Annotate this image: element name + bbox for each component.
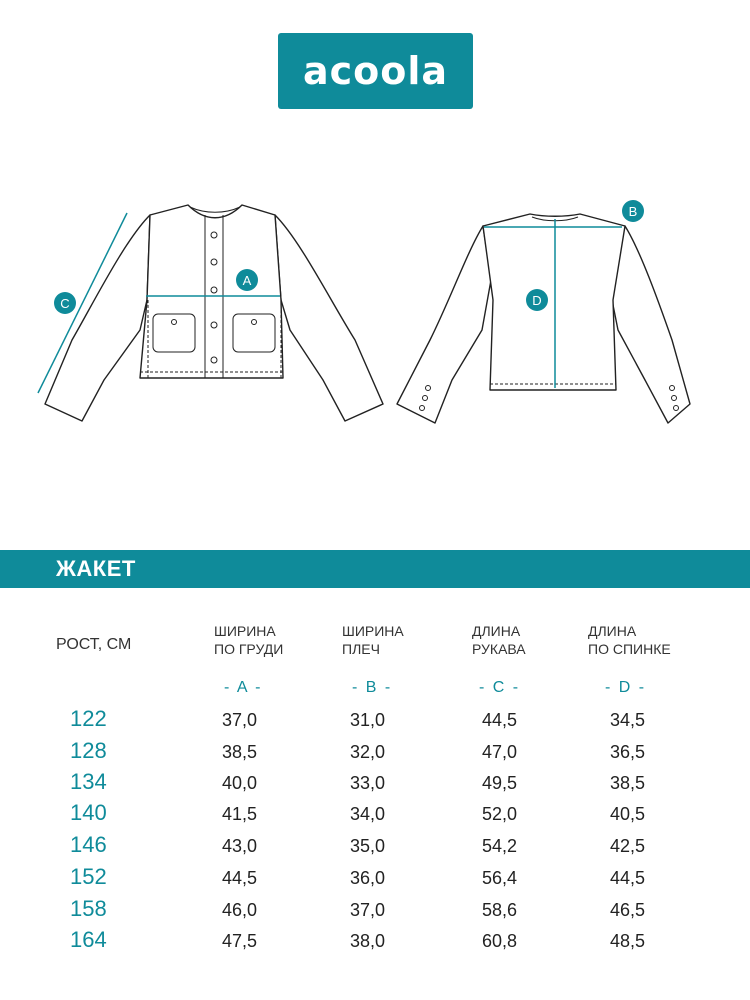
table-cell: 47,5 — [222, 931, 258, 951]
table-cell: 58,6 — [482, 900, 518, 920]
row-size: 164 — [70, 927, 107, 952]
table-cell: 40,0 — [222, 773, 258, 793]
marker-a-label: A — [242, 273, 252, 288]
row-size: 146 — [70, 832, 107, 857]
table-cell: 44,5 — [482, 710, 518, 730]
table-cell: 44,5 — [610, 868, 646, 888]
table-cell: 37,0 — [222, 710, 258, 730]
table-cell: 47,0 — [482, 742, 518, 762]
column-a-line1: ШИРИНА — [214, 623, 276, 639]
table-cell: 38,5 — [222, 742, 258, 762]
brand-logo-text: acoola — [302, 49, 449, 93]
back-body — [483, 214, 625, 390]
title-bar — [0, 550, 750, 588]
column-letter-d: - D - — [605, 679, 647, 696]
column-a-line2: ПО ГРУДИ — [214, 641, 284, 657]
column-b-line2: ПЛЕЧ — [342, 641, 380, 657]
front-left-sleeve — [45, 215, 150, 421]
table-cell: 44,5 — [222, 868, 258, 888]
column-header-a — [214, 622, 283, 658]
table-cell: 36,0 — [350, 868, 386, 888]
size-header: РОСТ, СМ — [56, 636, 132, 653]
table-cell: 43,0 — [222, 836, 258, 856]
row-size: 140 — [70, 800, 107, 825]
table-cell: 41,5 — [222, 804, 258, 824]
column-d-line2: ПО СПИНКЕ — [588, 641, 671, 657]
column-d-line1: ДЛИНА — [588, 623, 637, 639]
table-cell: 38,5 — [610, 773, 646, 793]
jacket-sketch — [0, 190, 750, 440]
table-cell: 46,5 — [610, 900, 646, 920]
table-cell: 49,5 — [482, 773, 518, 793]
marker-d-label: D — [532, 293, 542, 308]
row-size: 122 — [70, 706, 107, 731]
marker-b-label: B — [628, 204, 638, 219]
row-size: 158 — [70, 896, 107, 921]
page-title: ЖАКЕТ — [56, 556, 136, 581]
column-header-d — [588, 622, 671, 658]
table-cell: 54,2 — [482, 836, 518, 856]
front-right-sleeve — [275, 215, 383, 421]
table-cell: 38,0 — [350, 931, 386, 951]
table-cell: 34,0 — [350, 804, 386, 824]
table-cell: 34,5 — [610, 710, 646, 730]
back-left-sleeve — [397, 226, 491, 423]
column-letter-c: - C - — [479, 679, 521, 696]
table-cell: 37,0 — [350, 900, 386, 920]
row-size: 128 — [70, 738, 107, 763]
table-cell: 60,8 — [482, 931, 518, 951]
column-b-line1: ШИРИНА — [342, 623, 404, 639]
table-cell: 48,5 — [610, 931, 646, 951]
table-cell: 35,0 — [350, 836, 386, 856]
table-cell: 42,5 — [610, 836, 646, 856]
table-cell: 46,0 — [222, 900, 258, 920]
column-header-c — [472, 622, 526, 658]
column-c-line2: РУКАВА — [472, 641, 526, 657]
table-cell: 36,5 — [610, 742, 646, 762]
table-cell: 32,0 — [350, 742, 386, 762]
column-c-line1: ДЛИНА — [472, 623, 521, 639]
table-cell: 31,0 — [350, 710, 386, 730]
column-header-b — [342, 622, 404, 658]
marker-c-label: C — [60, 296, 70, 311]
column-letter-a: - A - — [224, 679, 263, 696]
row-size: 152 — [70, 864, 107, 889]
table-cell: 56,4 — [482, 868, 518, 888]
table-cell: 52,0 — [482, 804, 518, 824]
table-cell: 40,5 — [610, 804, 646, 824]
row-size: 134 — [70, 769, 107, 794]
brand-logo — [278, 33, 473, 109]
column-letter-b: - B - — [352, 679, 393, 696]
table-cell: 33,0 — [350, 773, 386, 793]
